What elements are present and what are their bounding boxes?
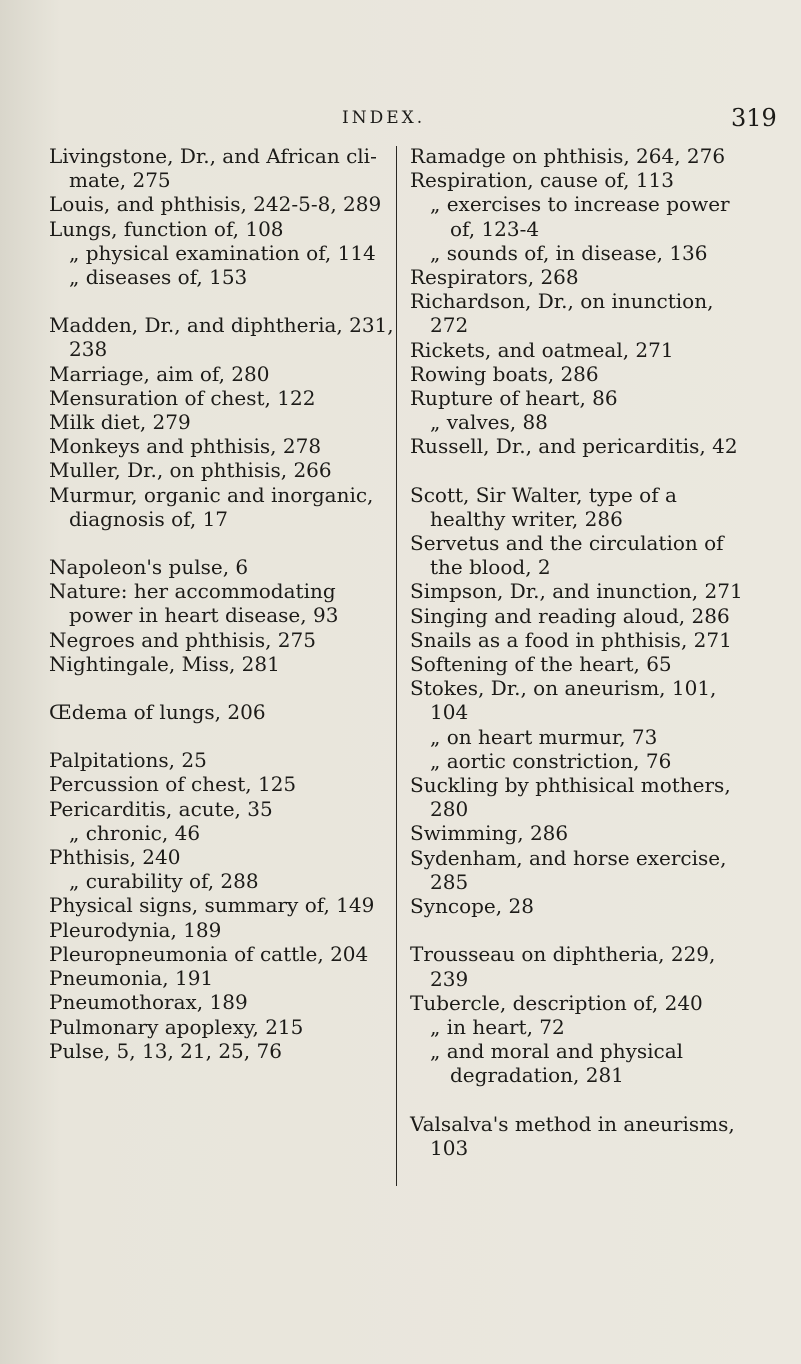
page-number: 319 <box>731 104 777 132</box>
index-subentry: „ diseases of, 153 <box>69 265 248 290</box>
section-gap <box>410 1088 755 1112</box>
index-entry: Pericarditis, acute, 35 <box>49 796 273 821</box>
index-entry: Russell, Dr., and pericarditis, 42 <box>410 434 738 459</box>
index-entry: Phthisis, 240 <box>49 845 181 870</box>
index-entry: Madden, Dr., and diphtheria, 231, 238 <box>49 313 394 362</box>
index-entry: Suckling by phthisical mothers, 280 <box>410 773 731 822</box>
index-entry: Respiration, cause of, 113 <box>410 168 674 193</box>
index-entry: Pneumonia, 191 <box>49 966 214 991</box>
index-entry: Livingstone, Dr., and African cli-mate, 275 <box>49 144 377 193</box>
column-divider <box>396 146 397 1186</box>
index-entry: Milk diet, 279 <box>49 410 191 435</box>
index-entry: Valsalva's method in aneurisms, 103 <box>410 1111 735 1160</box>
index-entry: Rupture of heart, 86 <box>410 386 618 411</box>
index-subentry: „ chronic, 46 <box>69 820 201 845</box>
index-entry: Servetus and the circulation of the blood, 2 <box>410 531 724 580</box>
index-entry: Monkeys and phthisis, 278 <box>49 434 322 459</box>
index-entry: Respirators, 268 <box>410 265 579 290</box>
section-gap <box>49 724 394 748</box>
index-entry: Lungs, function of, 108 <box>49 216 284 241</box>
index-entry: Tubercle, description of, 240 <box>410 990 703 1015</box>
page-header <box>0 104 801 134</box>
index-entry: Swimming, 286 <box>410 821 569 846</box>
index-column-left <box>49 144 394 1063</box>
section-gap <box>410 918 755 942</box>
index-entry: Nature: her accommodating power in heart disease, 93 <box>49 579 339 628</box>
index-entry: Simpson, Dr., and inunction, 271 <box>410 579 743 604</box>
index-entry: Œdema of lungs, 206 <box>49 700 266 725</box>
index-entry: Murmur, organic and inorganic, diagnosis of, 17 <box>49 482 374 531</box>
index-entry: Ramadge on phthisis, 264, 276 <box>410 144 726 168</box>
section-gap <box>49 676 394 700</box>
index-entry: Physical signs, summary of, 149 <box>49 893 375 918</box>
index-subentry: „ aortic constriction, 76 <box>430 748 672 773</box>
index-entry: Marriage, aim of, 280 <box>49 361 270 386</box>
index-entry: Rowing boats, 286 <box>410 361 599 386</box>
index-entry: Pulmonary apoplexy, 215 <box>49 1014 304 1039</box>
section-gap <box>410 459 755 483</box>
index-entry: Scott, Sir Walter, type of a healthy writer, 286 <box>410 482 677 531</box>
index-entry: Louis, and phthisis, 242-5-8, 289 <box>49 192 382 217</box>
index-entry: Pleuropneumonia of cattle, 204 <box>49 941 369 966</box>
index-subentry: „ sounds of, in disease, 136 <box>430 240 708 265</box>
index-entry: Stokes, Dr., on aneurism, 101, 104 <box>410 676 717 725</box>
index-column-right <box>410 144 755 1160</box>
index-subentry: „ curability of, 288 <box>69 869 259 894</box>
index-entry: Negroes and phthisis, 275 <box>49 627 316 652</box>
index-subentry: „ physical examination of, 114 <box>69 240 376 265</box>
index-entry: Trousseau on diphtheria, 229, 239 <box>410 942 716 991</box>
index-subentry: „ valves, 88 <box>430 410 548 435</box>
page-title: INDEX. <box>342 108 426 128</box>
index-subentry: „ on heart murmur, 73 <box>430 724 658 749</box>
index-entry: Napoleon's pulse, 6 <box>49 555 249 580</box>
index-entry: Mensuration of chest, 122 <box>49 385 316 410</box>
index-entry: Richardson, Dr., on inunction, 272 <box>410 289 714 338</box>
index-entry: Syncope, 28 <box>410 894 534 919</box>
index-entry: Snails as a food in phthisis, 271 <box>410 627 732 652</box>
index-entry: Palpitations, 25 <box>49 748 207 773</box>
index-entry: Singing and reading aloud, 286 <box>410 603 730 628</box>
index-entry: Muller, Dr., on phthisis, 266 <box>49 458 332 483</box>
index-entry: Rickets, and oatmeal, 271 <box>410 337 674 362</box>
section-gap <box>49 289 394 313</box>
index-entry: Pneumothorax, 189 <box>49 990 248 1015</box>
index-entry: Percussion of chest, 125 <box>49 772 297 797</box>
index-entry: Pleurodynia, 189 <box>49 917 222 942</box>
index-entry: Softening of the heart, 65 <box>410 652 672 677</box>
index-entry: Nightingale, Miss, 281 <box>49 651 280 676</box>
index-subentry: „ and moral and physical degradation, 281 <box>430 1039 684 1088</box>
index-subentry: „ in heart, 72 <box>430 1014 565 1039</box>
index-subentry: „ exercises to increase power of, 123-4 <box>430 192 730 241</box>
section-gap <box>49 531 394 555</box>
index-entry: Sydenham, and horse exercise, 285 <box>410 845 727 894</box>
index-entry: Pulse, 5, 13, 21, 25, 76 <box>49 1038 282 1063</box>
